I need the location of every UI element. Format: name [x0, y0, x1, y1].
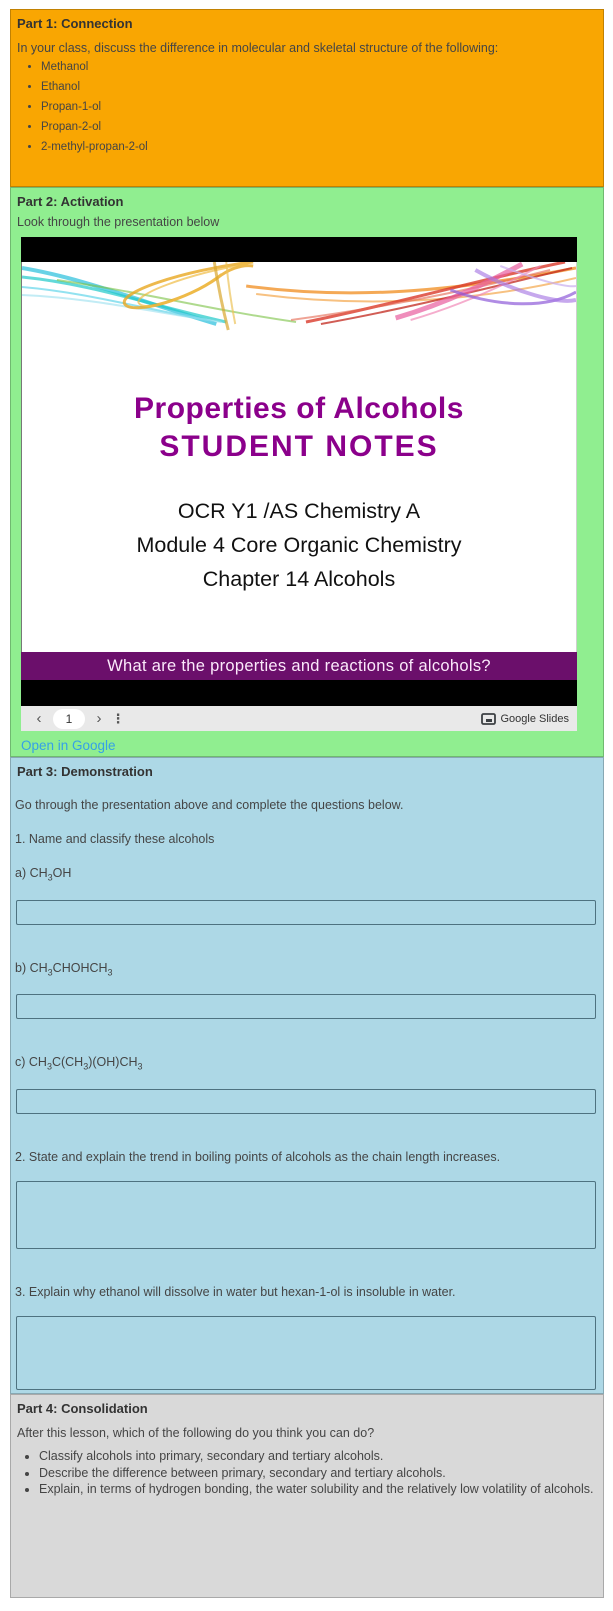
part3-demonstration-section: [10, 757, 604, 1394]
slide-question-banner: What are the properties and reactions of alcohols?: [21, 652, 577, 680]
answer-input-1b[interactable]: [16, 994, 596, 1019]
slide-subtitle-line: OCR Y1 /AS Chemistry A: [177, 499, 421, 523]
slide-subtitle-line: Chapter 14 Alcohols: [202, 567, 396, 591]
google-slides-brand[interactable]: [481, 713, 570, 725]
part3-title: Part 3: Demonstration: [17, 764, 153, 779]
slide-canvas: [21, 262, 577, 652]
answer-textarea-3[interactable]: [16, 1316, 596, 1390]
slides-menu-button[interactable]: ⋮: [111, 710, 125, 726]
slide-title-line2: STUDENT NOTES: [159, 430, 439, 463]
slide-top-bar: [21, 237, 577, 262]
previous-slide-button[interactable]: ‹: [36, 710, 42, 727]
list-item: • Classify alcohols into primary, secondary and tertiary alcohols.: [39, 1448, 597, 1465]
slide-page-number[interactable]: 1: [53, 709, 85, 729]
google-slides-label: Google Slides: [500, 712, 569, 725]
list-item: • Methanol: [41, 61, 597, 73]
part1-connection-section: [10, 9, 604, 187]
next-slide-button[interactable]: ›: [96, 710, 102, 727]
part3-intro: Go through the presentation above and complete the questions below.: [15, 798, 404, 812]
part1-intro: In your class, discuss the difference in molecular and skeletal structure of the following:: [17, 41, 499, 55]
google-slides-icon: [481, 713, 496, 725]
part4-consolidation-section: [10, 1394, 604, 1598]
question-1: 1. Name and classify these alcohols: [15, 832, 215, 846]
slide-subtitle-line: Module 4 Core Organic Chemistry: [136, 533, 462, 557]
part1-title: Part 1: Connection: [17, 16, 133, 31]
question-1b-formula: b) $CH_3CHOHCH_3$: [15, 960, 113, 977]
slides-control-bar: [21, 706, 577, 731]
question-1a-formula: a) $CH_3OH$: [15, 866, 72, 883]
question-3: 3. Explain why ethanol will dissolve in water but hexan-1-ol is insoluble in water.: [15, 1284, 456, 1299]
part2-title: Part 2: Activation: [17, 194, 124, 209]
answer-textarea-2[interactable]: [16, 1181, 596, 1249]
learning-outcomes-list: [17, 1448, 597, 1498]
question-1c-formula: c) $CH_3C(CH_3)(OH)CH_3$: [15, 1055, 143, 1072]
part2-activation-section: [10, 187, 604, 757]
slide-title-line1: Properties of Alcohols: [134, 392, 464, 425]
slide-bottom-bar: [21, 680, 577, 706]
alcohol-list: [17, 61, 597, 153]
list-item: • Describe the difference between primary, secondary and tertiary alcohols.: [39, 1465, 597, 1482]
slide-subtitle: [22, 494, 576, 596]
part4-title: Part 4: Consolidation: [17, 1401, 148, 1416]
abstract-swirl-graphic: [22, 262, 576, 332]
list-item: • Propan-1-ol: [41, 101, 597, 113]
list-item: • 2-methyl-propan-2-ol: [41, 141, 597, 153]
part2-intro: Look through the presentation below: [17, 215, 220, 229]
list-item: • Explain, in terms of hydrogen bonding, the water solubility and the relatively low volatility of alcohols.: [39, 1481, 597, 1498]
list-item: • Ethanol: [41, 81, 597, 93]
question-2: 2. State and explain the trend in boiling points of alcohols as the chain length increases.: [15, 1149, 501, 1164]
google-slides-embed[interactable]: [21, 237, 577, 731]
list-item: • Propan-2-ol: [41, 121, 597, 133]
part4-intro: After this lesson, which of the following do you think you can do?: [17, 1426, 375, 1440]
slide-title: [22, 390, 576, 466]
open-in-google-link[interactable]: Open in Google: [21, 738, 116, 753]
answer-input-1a[interactable]: [16, 900, 596, 925]
answer-input-1c[interactable]: [16, 1089, 596, 1114]
